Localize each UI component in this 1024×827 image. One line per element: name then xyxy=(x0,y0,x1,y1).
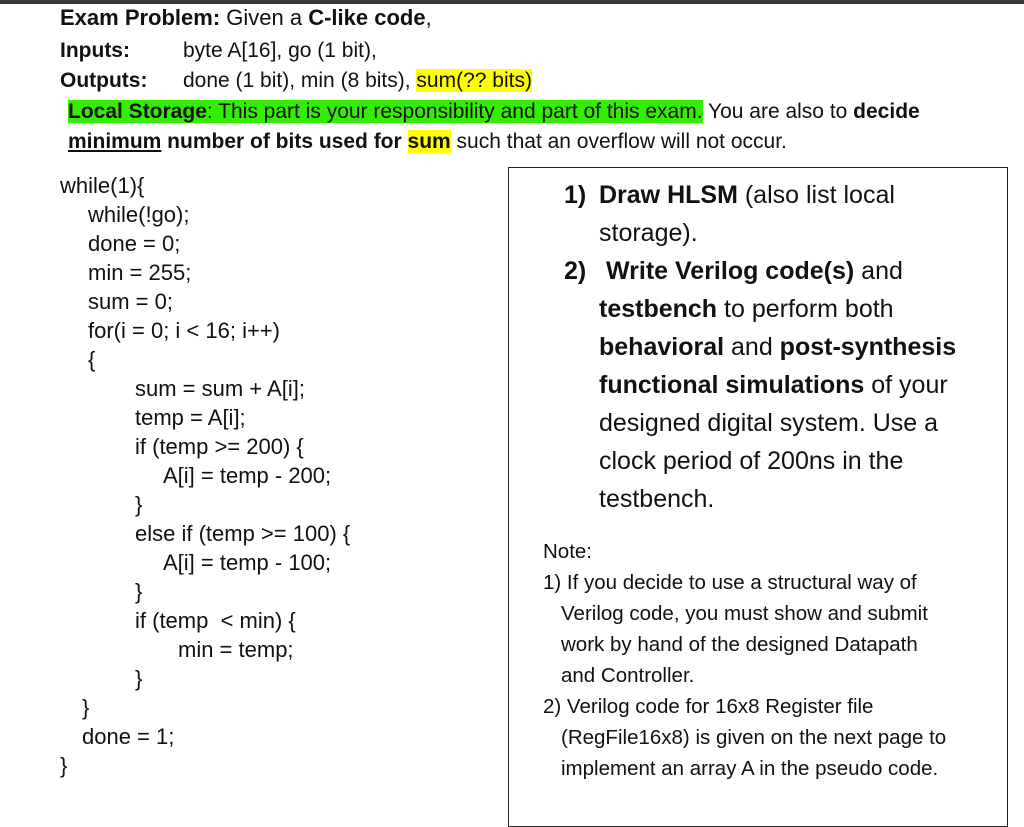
behavioral-word: behavioral xyxy=(599,333,725,361)
task2-number: 2) xyxy=(564,257,587,285)
task2-line2 xyxy=(599,290,894,328)
code-line: else if (temp >= 100) { xyxy=(135,521,351,546)
code-line: } xyxy=(60,753,68,778)
note-line: (RegFile16x8) is given on the next page to xyxy=(561,726,947,749)
note-line: 2) Verilog code for 16x8 Register file xyxy=(543,695,874,718)
code-line: while(1){ xyxy=(60,173,145,198)
and-word: and xyxy=(724,333,780,361)
sum-bits-highlight: sum(?? bits) xyxy=(416,69,532,92)
title-bold2: C-like code xyxy=(308,5,426,30)
code-line: sum = sum + A[i]; xyxy=(135,376,305,401)
local-storage-line2 xyxy=(68,128,787,156)
task1-rest: (also list local xyxy=(737,181,895,209)
task2-rest: and xyxy=(854,257,903,285)
task2-line1 xyxy=(606,252,903,290)
task2-line3 xyxy=(599,328,956,366)
code-line: } xyxy=(82,695,90,720)
title-bold: Exam Problem: xyxy=(60,5,221,30)
note-line: Verilog code, you must show and submit xyxy=(561,602,928,625)
inputs-label: Inputs: xyxy=(60,39,130,62)
task1-line2: storage). xyxy=(599,219,698,247)
code-line: A[i] = temp - 200; xyxy=(163,463,332,488)
task2-line5: designed digital system. Use a xyxy=(599,409,939,437)
code-line: } xyxy=(135,579,143,604)
note-title: Note: xyxy=(543,540,592,563)
local-storage-green-text: : This part is your responsibility and part of this exam. xyxy=(206,100,703,123)
code-line: sum = 0; xyxy=(88,289,173,314)
outputs-value xyxy=(183,68,532,94)
note-line: 1) If you decide to use a structural way of xyxy=(543,571,917,594)
code-line: temp = A[i]; xyxy=(135,405,246,430)
minimum-word: minimum xyxy=(68,130,162,153)
note-line: implement an array A in the pseudo code. xyxy=(561,757,939,780)
task1-line1 xyxy=(599,176,895,214)
task2-line7: testbench. xyxy=(599,485,715,513)
code-line: min = 255; xyxy=(88,260,192,285)
title-rest: Given a xyxy=(220,5,309,30)
code-line: A[i] = temp - 100; xyxy=(163,550,332,575)
local-storage-rest: You are also to xyxy=(702,100,854,123)
post-synthesis-word: post-synthesis xyxy=(779,333,957,361)
code-line: } xyxy=(135,492,143,517)
exam-title xyxy=(60,4,432,32)
task2-line4 xyxy=(599,366,948,404)
local-storage-tail: such that an overflow will not occur. xyxy=(450,130,787,153)
title-end: , xyxy=(425,5,432,30)
functional-simulations-word: functional simulations xyxy=(599,371,865,399)
decide-word: decide xyxy=(853,100,920,123)
note-line: work by hand of the designed Datapath xyxy=(561,633,918,656)
task2-line4-rest: of your xyxy=(864,371,948,399)
code-line: done = 0; xyxy=(88,231,181,256)
code-line: { xyxy=(88,347,96,372)
sum-word: sum xyxy=(407,130,451,153)
code-line: for(i = 0; i < 16; i++) xyxy=(88,318,280,343)
code-line: } xyxy=(135,666,143,691)
task-box xyxy=(508,167,1008,827)
task2-line6: clock period of 200ns in the xyxy=(599,447,904,475)
task2-line2-rest: to perform both xyxy=(717,295,894,323)
code-line: if (temp >= 200) { xyxy=(135,434,304,459)
bits-text: number of bits used for xyxy=(161,130,408,153)
code-line: if (temp < min) { xyxy=(135,608,296,633)
outputs-text: done (1 bit), min (8 bits), xyxy=(183,69,417,92)
note-line: and Controller. xyxy=(561,664,695,687)
code-line: done = 1; xyxy=(82,724,175,749)
task1-number: 1) xyxy=(564,181,587,209)
task1-bold: Draw HLSM xyxy=(599,181,738,209)
outputs-label: Outputs: xyxy=(60,69,148,92)
code-line: min = temp; xyxy=(178,637,294,662)
testbench-word: testbench xyxy=(599,295,718,323)
local-storage-label: Local Storage xyxy=(68,100,207,123)
inputs-value: byte A[16], go (1 bit), xyxy=(183,39,377,62)
code-line: while(!go); xyxy=(88,202,190,227)
task2-bold: Write Verilog code(s) xyxy=(606,257,855,285)
local-storage-line1 xyxy=(68,98,920,126)
local-storage-highlight xyxy=(68,100,703,123)
